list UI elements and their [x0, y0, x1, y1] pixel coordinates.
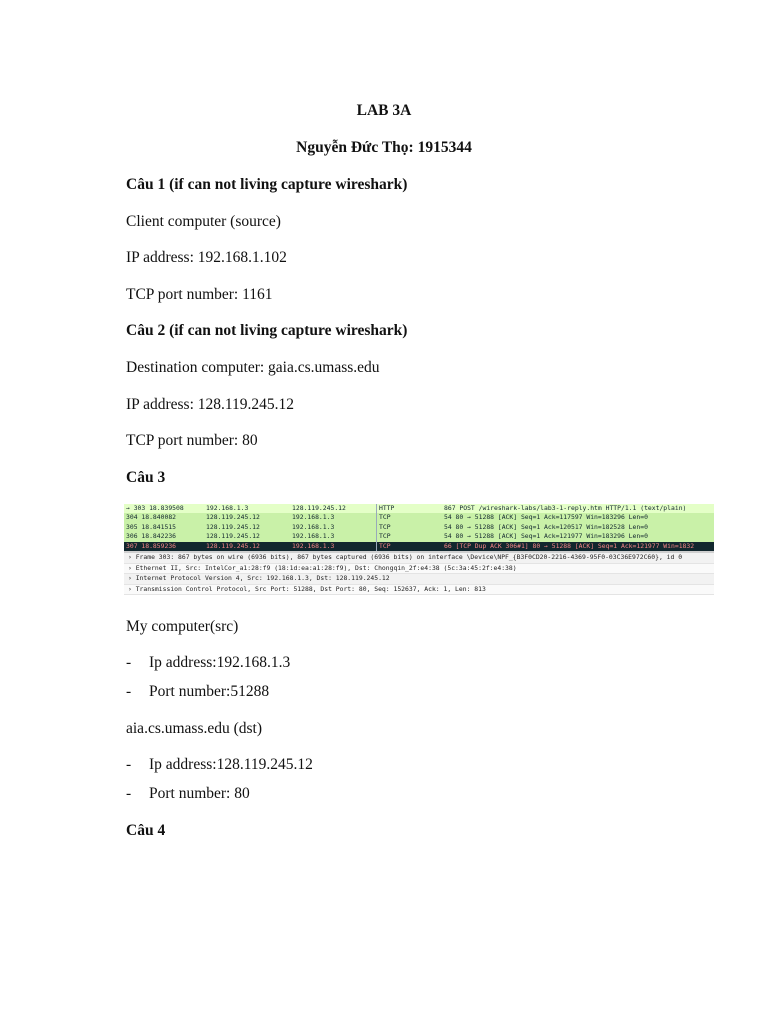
packet-destination: 192.168.1.3 — [292, 513, 335, 522]
packet-info: 54 80 → 51288 [ACK] Seq=1 Ack=117597 Win=183296 Len=0 — [444, 513, 648, 522]
packet-source: 192.168.1.3 — [206, 504, 249, 512]
dst-item: Port number: 80 — [149, 785, 250, 802]
q3-heading: Câu 3 — [126, 469, 166, 486]
packet-row — [124, 513, 714, 522]
packet-info: 66 [TCP Dup ACK 306#1] 80 → 51288 [ACK] Seq=1 Ack=121977 Win=1832 — [444, 541, 695, 550]
packet-row-selected — [124, 542, 714, 551]
packet-row — [124, 504, 714, 513]
packet-number: 304 18.840082 — [126, 513, 177, 522]
packet-info: 54 80 → 51288 [ACK] Seq=1 Ack=120517 Win=182528 Len=0 — [444, 522, 648, 531]
q1-line: TCP port number: 1161 — [126, 286, 273, 303]
bullet-dash: - — [126, 683, 132, 700]
packet-destination: 192.168.1.3 — [292, 522, 335, 531]
packet-source: 128.119.245.12 — [206, 513, 260, 522]
dst-label: aia.cs.umass.edu (dst) — [126, 720, 263, 737]
q4-heading: Câu 4 — [126, 822, 166, 839]
packet-source: 128.119.245.12 — [206, 541, 260, 550]
detail-ipv4: › Internet Protocol Version 4, Src: 192.168.1.3, Dst: 128.119.245.12 — [124, 574, 714, 585]
packet-destination: 192.168.1.3 — [292, 541, 335, 550]
packet-row — [124, 532, 714, 541]
src-label: My computer(src) — [126, 618, 239, 635]
document-title: LAB 3A — [356, 102, 412, 119]
detail-ethernet: › Ethernet II, Src: IntelCor_a1:28:f9 (18:1d:ea:a1:28:f9), Dst: Chongqin_2f:e4:38 (5c:3a:45:2f:e4:38) — [124, 564, 714, 575]
packet-protocol: TCP — [376, 532, 419, 541]
packet-number: → 303 18.839508 — [126, 504, 184, 512]
q1-heading: Câu 1 (if can not living capture wireshark) — [126, 176, 408, 193]
bullet-dash: - — [126, 654, 132, 671]
packet-info: 54 80 → 51288 [ACK] Seq=1 Ack=121977 Win=183296 Len=0 — [444, 532, 648, 541]
detail-tcp: › Transmission Control Protocol, Src Port: 51288, Dst Port: 80, Seq: 152637, Ack: 1, Len: 813 — [124, 585, 714, 596]
packet-protocol: TCP — [376, 542, 419, 551]
q2-line: Destination computer: gaia.cs.umass.edu — [126, 359, 380, 376]
bullet-dash: - — [126, 756, 132, 773]
src-item: Ip address:192.168.1.3 — [149, 654, 291, 671]
q1-line: IP address: 192.168.1.102 — [126, 249, 287, 266]
packet-row — [124, 523, 714, 532]
packet-number: 306 18.842236 — [126, 532, 177, 541]
wireshark-screenshot — [124, 504, 714, 600]
author-line: Nguyễn Đức Thọ: 1915344 — [296, 139, 472, 156]
q2-line: TCP port number: 80 — [126, 432, 258, 449]
packet-number: 305 18.841515 — [126, 522, 177, 531]
packet-details-pane — [124, 553, 714, 595]
detail-frame: › Frame 303: 867 bytes on wire (6936 bits), 867 bytes captured (6936 bits) on interface \Device\NPF_{B3F0CD20-2216-4369-95F0-03C36E972C60}, id 0 — [124, 553, 714, 564]
packet-destination: 128.119.245.12 — [292, 504, 346, 512]
packet-source: 128.119.245.12 — [206, 522, 260, 531]
packet-source: 128.119.245.12 — [206, 532, 260, 541]
bullet-dash: - — [126, 785, 132, 802]
packet-protocol: TCP — [376, 513, 419, 522]
q1-line: Client computer (source) — [126, 213, 281, 230]
q2-heading: Câu 2 (if can not living capture wireshark) — [126, 322, 408, 339]
src-item: Port number:51288 — [149, 683, 270, 700]
packet-destination: 192.168.1.3 — [292, 532, 335, 541]
q2-line: IP address: 128.119.245.12 — [126, 396, 295, 413]
packet-info: 867 POST /wireshark-labs/lab3-1-reply.htm HTTP/1.1 (text/plain) — [444, 504, 687, 512]
packet-protocol: TCP — [376, 523, 419, 532]
packet-protocol: HTTP — [376, 504, 419, 513]
dst-item: Ip address:128.119.245.12 — [149, 756, 313, 773]
packet-number: 307 18.859236 — [126, 541, 177, 550]
